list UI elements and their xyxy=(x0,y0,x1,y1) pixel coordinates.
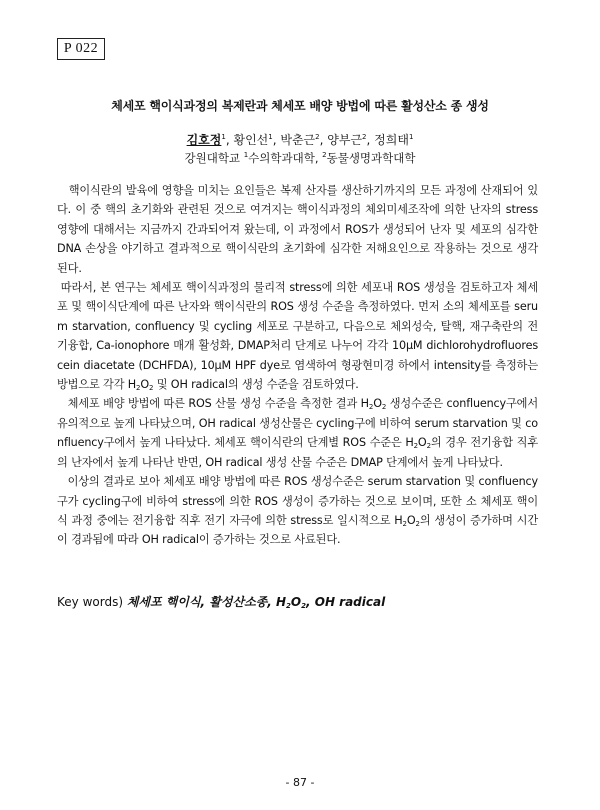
abstract-code: P 022 xyxy=(63,41,99,56)
abstract-code-box xyxy=(57,38,105,60)
paragraph-text: O xyxy=(373,397,382,411)
author-name: 정희태 xyxy=(374,133,409,147)
keyword-text: 체세포 핵이식, 활성산소종, H xyxy=(126,595,287,609)
author-list xyxy=(40,131,560,148)
paragraph-text: O xyxy=(417,436,427,450)
author-name: 박춘근 xyxy=(280,133,316,147)
paragraph-text: O xyxy=(406,513,416,527)
keywords-line xyxy=(57,593,538,610)
paragraph-text: 따라서, 본 연구는 체세포 핵이식과정의 물리적 stress에 의한 세포내 ROS 생성을 검토하고자 체세포 및 핵이식단계에 따른 난자와 핵이식란의 ROS 생성 수준을 측정하였다. 먼저 소의 체세포를 serum starvation, confluency 및 cycling 세포로 구분하고, 다음으로 체외성숙, 탈핵, 재구축란의 전기융합, Ca-ionophore 매개 활성화, DMAP처리 단계로 나누어 각각 10μM dichlorohydrofluorescein diacetate (DCHFDA), 10μM HPF dye로 염색하여 형광현미경 하에서 intensity를 측정하는 방법으로 각각 H xyxy=(57,281,538,392)
subscript: 2 xyxy=(286,602,291,610)
affiliation-university: 강원대학교 xyxy=(184,151,244,165)
author-affil-mark: 1 xyxy=(268,133,273,141)
affiliation-college: 수의학과대학, xyxy=(248,151,323,165)
author-separator: , xyxy=(225,133,234,147)
paper-title: 체세포 핵이식과정의 복제란과 체세포 배양 방법에 따른 활성산소 종 생성 xyxy=(111,99,489,113)
paragraph-text: 의 경우 전기융합 직후의 난자에서 높게 나타난 반면, OH radical 생성 산물 수준은 DMAP 단계에서 높게 나타났다. xyxy=(57,436,538,469)
paragraph-text: O xyxy=(140,378,149,392)
subscript: 2 xyxy=(402,519,407,528)
paragraph-text: 및 OH radical의 생성 수준을 검토하였다. xyxy=(153,378,359,392)
keyword-text: , OH radical xyxy=(306,595,386,609)
keywords-label: Key words) xyxy=(57,595,127,609)
subscript: 2 xyxy=(368,403,374,412)
paragraph xyxy=(57,181,538,278)
affil-mark: 2 xyxy=(322,151,327,159)
paragraph-text: 이상의 결과로 보아 체세포 배양 방법에 따른 ROS 생성수준은 serum starvation 및 confluency구가 cycling구에 비하여 stress에 의한 ROS 생성이 증가하는 것으로 보이며, 또한 소 체세포 핵이식 과정 중에는 전기융합 직후 전기 자극에 의한 stress로 일시적으로 H xyxy=(57,475,538,527)
paragraph xyxy=(57,472,538,550)
author-name: 김호정 xyxy=(186,133,222,147)
paragraph xyxy=(57,394,538,472)
subscript: 2 xyxy=(149,384,154,393)
keywords-terms xyxy=(127,595,385,609)
subscript: 2 xyxy=(413,442,418,451)
author-affil-mark: 2 xyxy=(362,133,367,141)
subscript: 2 xyxy=(136,384,141,393)
subscript: 2 xyxy=(301,602,306,610)
paragraph-text: 핵이식란의 발육에 영향을 미치는 요인들은 복제 산자를 생산하기까지의 모든 과정에 산재되어 있다. 이 중 핵의 초기화와 관련된 것으로 여겨지는 핵이식과정의 체외미세조작에 의한 난자의 stress 영향에 대해서는 지금까지 간과되어져 왔는데, 이 과정에서 ROS가 생성되어 난자 및 세포의 심각한 DNA 손상을 야기하고 결과적으로 핵이식란의 초기화에 심각한 저해요인으로 작용하는 것으로 생각된다. xyxy=(57,184,539,275)
affil-mark: 1 xyxy=(243,151,249,159)
author-separator: , xyxy=(272,133,281,147)
author-name: 황인선 xyxy=(233,133,269,147)
subscript: 2 xyxy=(381,403,387,412)
paragraph-text: 생성수준은 confluency구에서 유의적으로 높게 나타났으며, OH radical 생성산물은 cycling구에 비하여 serum starvation 및 confluency구에서 높게 나타났다. 체세포 핵이식란의 단계별 ROS 수준은 H xyxy=(57,397,538,450)
page-number: - 87 - xyxy=(285,776,315,789)
subscript: 2 xyxy=(415,519,420,528)
subscript: 2 xyxy=(426,442,431,451)
abstract-body xyxy=(57,181,538,550)
paragraph-text: 체세포 배양 방법에 따른 ROS 산물 생성 수준을 측정한 결과 H xyxy=(67,397,369,411)
author-affil-mark: 1 xyxy=(408,133,414,141)
author-affil-mark: 2 xyxy=(315,133,320,141)
author-separator: , xyxy=(319,133,328,147)
author-name: 양부근 xyxy=(327,133,363,147)
author-affil-mark: 1 xyxy=(221,133,226,141)
keyword-text: O xyxy=(290,595,302,609)
paragraph-text: 의 생성이 증가하며 시간이 경과됨에 따라 OH radical이 증가하는 것으로 사료된다. xyxy=(57,513,538,547)
author-separator: , xyxy=(366,133,375,147)
paragraph xyxy=(57,278,538,394)
affiliation xyxy=(40,150,560,166)
affiliation-college: 동물생명과학대학 xyxy=(326,151,416,165)
